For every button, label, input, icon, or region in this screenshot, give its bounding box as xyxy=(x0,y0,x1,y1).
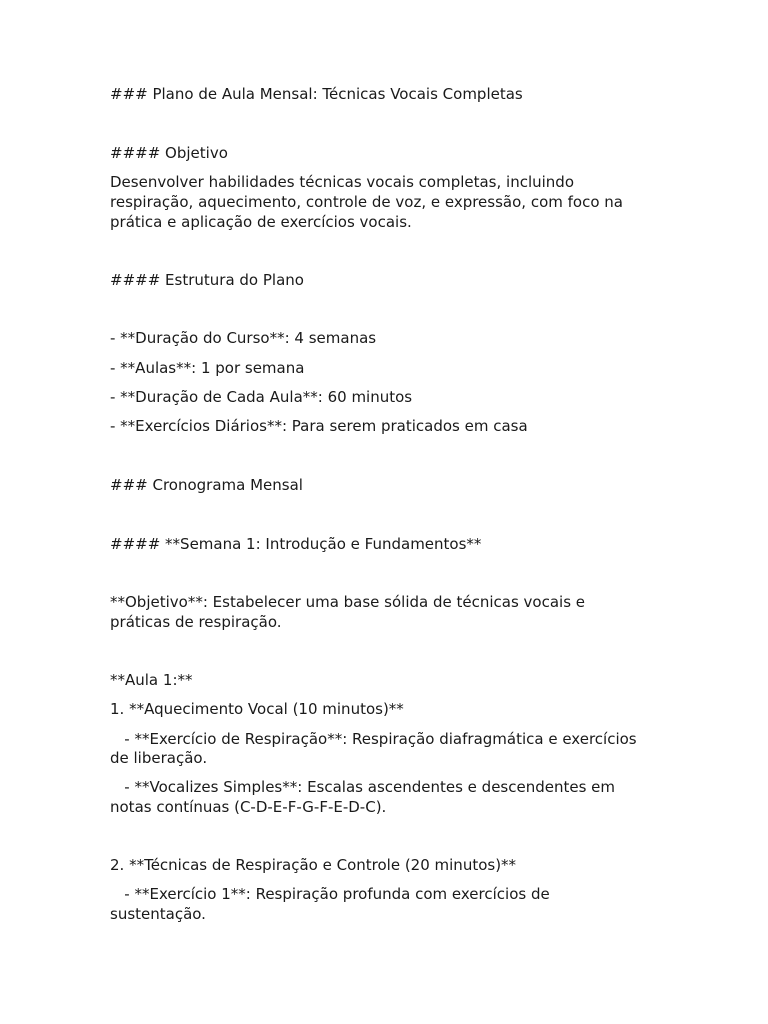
semana1-objetivo-line: **Objetivo**: Estabelecer uma base sólida de técnicas vocais e xyxy=(110,593,586,611)
objetivo-line: Desenvolver habilidades técnicas vocais completas, incluindo xyxy=(110,173,575,191)
item2-sub1-line: sustentação. xyxy=(110,905,206,923)
item1-heading: 1. **Aquecimento Vocal (10 minutos)** xyxy=(110,700,404,718)
objetivo-line: prática e aplicação de exercícios vocais. xyxy=(110,213,412,231)
list-item: - **Aulas**: 1 por semana xyxy=(110,359,305,377)
list-item: - **Exercícios Diários**: Para serem praticados em casa xyxy=(110,417,528,435)
page-title: ### Plano de Aula Mensal: Técnicas Vocais Completas xyxy=(110,85,523,103)
list-item: - **Duração do Curso**: 4 semanas xyxy=(110,329,377,347)
item1-sub1-line: de liberação. xyxy=(110,749,208,767)
objetivo-line: respiração, aquecimento, controle de voz, e expressão, com foco na xyxy=(110,193,623,211)
item1-sub2-line: - **Vocalizes Simples**: Escalas ascendentes e descendentes em xyxy=(110,778,616,796)
objetivo-heading: #### Objetivo xyxy=(110,144,228,162)
item2-heading: 2. **Técnicas de Respiração e Controle (20 minutos)** xyxy=(110,856,517,874)
cronograma-heading: ### Cronograma Mensal xyxy=(110,476,303,494)
item1-sub1-line: - **Exercício de Respiração**: Respiração diafragmática e exercícios xyxy=(110,730,637,748)
aula1-heading: **Aula 1:** xyxy=(110,671,193,689)
semana1-objetivo-line: práticas de respiração. xyxy=(110,613,282,631)
list-item: - **Duração de Cada Aula**: 60 minutos xyxy=(110,388,413,406)
item2-sub1-line: - **Exercício 1**: Respiração profunda com exercícios de xyxy=(110,885,550,903)
semana1-heading: #### **Semana 1: Introdução e Fundamentos** xyxy=(110,535,482,553)
estrutura-heading: #### Estrutura do Plano xyxy=(110,271,304,289)
item1-sub2-line: notas contínuas (C-D-E-F-G-F-E-D-C). xyxy=(110,798,387,816)
